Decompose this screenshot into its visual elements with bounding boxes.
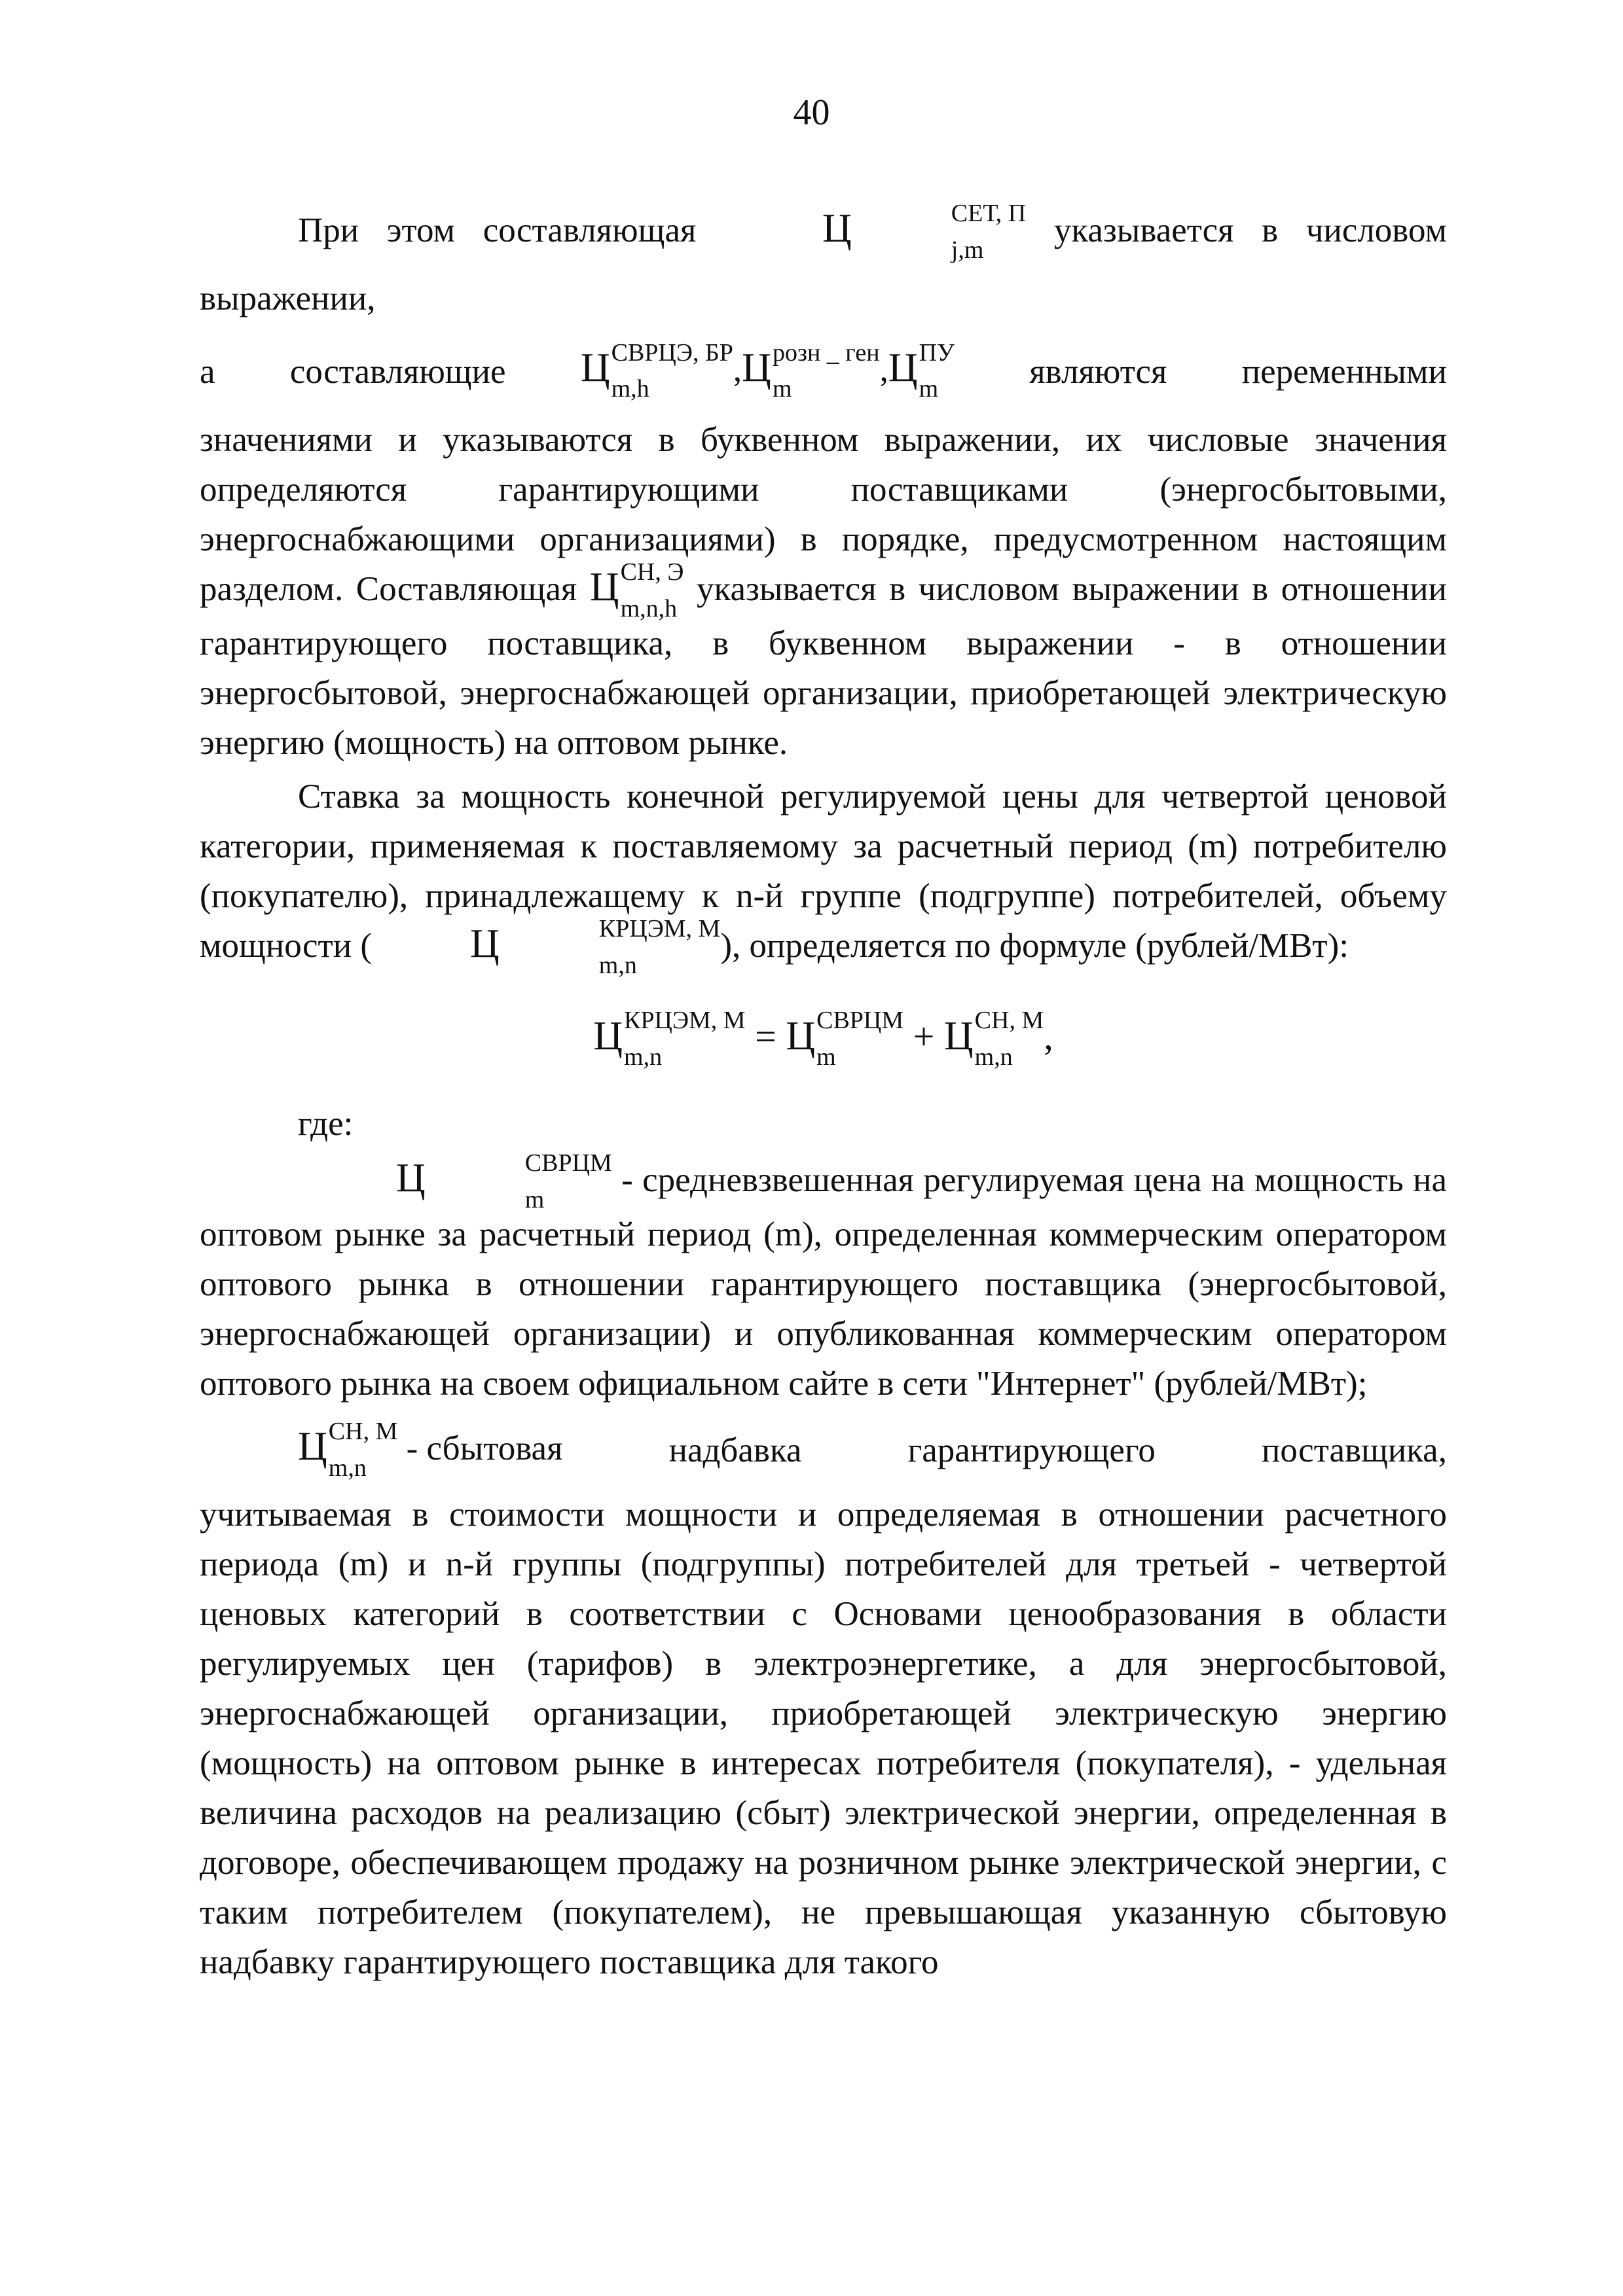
formula-group: Ц СВРЦЭ, БР m,h ,Ц розн _ ген m ,Ц ПУ m bbox=[580, 338, 955, 403]
word: поставщика, bbox=[1262, 1431, 1447, 1470]
superscript: КРЦЭМ, М bbox=[624, 1007, 746, 1035]
comma: , bbox=[1044, 1015, 1053, 1058]
subscript: m,h bbox=[611, 375, 649, 403]
definition-sn-m-body: учитываемая в стоимости мощности и определяемая в отношении расчетного периода (m) и n-й группы (подгруппы) потребителей для третьей - четвертой ценовых категорий в соответствии с Основами ценообразования в области регулируемых цен (тарифов) в электроэнергетике, а для энергосбытовой, энергоснабжающей организации, приобретающей электрическую энергию (мощность) на оптовом рынке в интересах потребителя (покупателя), - удельная величина расходов на реализацию (сбыт) электрической энергии, определенная в договоре, обеспечивающем продажу на розничном рынке электрической энергии, с таким потребителем (покупателем), не превышающая указанную сбытовую надбавку гарантирующего поставщика для такого bbox=[200, 1496, 1447, 1982]
definition-text: - средневзвешенная регулируемая цена на мощность на оптовом рынке за расчетный период (m), определенная коммерческим оператором оптового рынка в отношении гарантирующего поставщика (энергосбытовой, энергоснабжающей организации) и опубликованная коммерческим оператором оптового рынка на своем официальном сайте в сети "Интернет" (рублей/МВт); bbox=[200, 1161, 1448, 1403]
formula-ts-sn-e bbox=[589, 558, 684, 622]
subscript: m,n bbox=[624, 1043, 663, 1071]
symbol-ts: Ц bbox=[822, 206, 852, 251]
page-body bbox=[200, 196, 1447, 1987]
superscript: КРЦЭМ, М bbox=[598, 914, 721, 942]
paragraph-1-line-1 bbox=[200, 196, 1447, 332]
text-fragment: При этом составляющая bbox=[298, 211, 697, 249]
superscript: СВРЦЭ, БР bbox=[611, 338, 733, 367]
main-formula bbox=[200, 1001, 1447, 1073]
superscript: ПУ bbox=[919, 338, 955, 367]
superscript: СН, М bbox=[974, 1007, 1044, 1035]
symbol-ts: Ц bbox=[593, 1014, 623, 1059]
paragraph-1-body bbox=[200, 415, 1447, 768]
subscript: m,n,h bbox=[620, 594, 678, 622]
word: гарантирующего bbox=[907, 1431, 1156, 1470]
superscript: СН, Э bbox=[620, 558, 684, 586]
symbol-ts: Ц bbox=[580, 345, 610, 390]
paragraph-1-line-2 bbox=[200, 332, 1447, 411]
formula-ts-set-p bbox=[724, 199, 1027, 264]
formula-ts-svrtsm bbox=[298, 1149, 612, 1214]
page-number: 40 bbox=[793, 92, 830, 133]
word: надбавка bbox=[668, 1431, 802, 1470]
symbol-ts: Ц bbox=[943, 1014, 974, 1059]
text-fragment: указывается в числовом выражении в отношении гарантирующего поставщика, в буквенном выражении - в отношении энергосбытовой, энергоснабжающей организации, приобретающей электрическую энергию (мощность) на оптовом рынке. bbox=[200, 570, 1447, 762]
word: - сбытовая bbox=[406, 1429, 563, 1467]
formula-ts-krtsem bbox=[372, 914, 721, 979]
subscript: m,n bbox=[328, 1454, 367, 1482]
symbol-ts: Ц bbox=[396, 1156, 426, 1201]
symbol-ts: Ц bbox=[298, 1424, 327, 1469]
symbol-ts: Ц bbox=[589, 565, 619, 609]
formula-ts-sn-m bbox=[298, 1417, 563, 1482]
superscript: СЕТ, П bbox=[951, 199, 1027, 227]
where-label: где: bbox=[298, 1105, 354, 1143]
word: переменными bbox=[1241, 353, 1447, 391]
text-fragment: Ставка за мощность конечной регулируемой цены для четвертой ценовой категории, применяемая к поставляемому за расчетный период (m) потребителю (покупателю), принадлежащему к n-й группе (подгруппе) потребителей, объему мощности ( bbox=[200, 777, 1447, 965]
subscript: m bbox=[772, 375, 792, 403]
superscript: СВРЦМ bbox=[524, 1149, 612, 1177]
symbol-ts: Ц bbox=[742, 345, 771, 390]
subscript: m bbox=[919, 375, 939, 403]
definition-svrtsm bbox=[200, 1149, 1448, 1408]
plus-sign: + bbox=[913, 1015, 935, 1058]
subscript: j,m bbox=[951, 236, 984, 264]
superscript: СН, М bbox=[328, 1417, 398, 1445]
subscript: m,n bbox=[598, 951, 637, 979]
subscript: m bbox=[524, 1186, 545, 1214]
word: составляющие bbox=[289, 353, 506, 391]
equals-sign: = bbox=[755, 1015, 776, 1058]
symbol-ts: Ц bbox=[888, 345, 918, 390]
word: а bbox=[200, 353, 215, 391]
symbol-ts: Ц bbox=[469, 921, 500, 966]
word: являются bbox=[1029, 353, 1167, 391]
text-fragment: значениями и указываются в буквенном выражении, их числовые значения определяются гарантирующими поставщиками (энергосбытовыми, энергоснабжающими организациями) в порядке, предусмотренном настоящим разделом. Составляющая bbox=[200, 421, 1447, 608]
superscript: розн _ ген bbox=[772, 338, 880, 367]
definition-sn-m-line-1 bbox=[200, 1411, 1447, 1490]
paragraph-2 bbox=[200, 772, 1447, 979]
superscript: СВРЦМ bbox=[816, 1007, 904, 1035]
symbol-ts: Ц bbox=[786, 1014, 816, 1059]
text-fragment: ), определяется по формуле (рублей/МВт): bbox=[720, 926, 1349, 965]
subscript: m bbox=[816, 1043, 836, 1071]
text-fragment: указывается в числовом выражении, bbox=[200, 211, 1447, 317]
subscript: m,n bbox=[974, 1043, 1013, 1071]
